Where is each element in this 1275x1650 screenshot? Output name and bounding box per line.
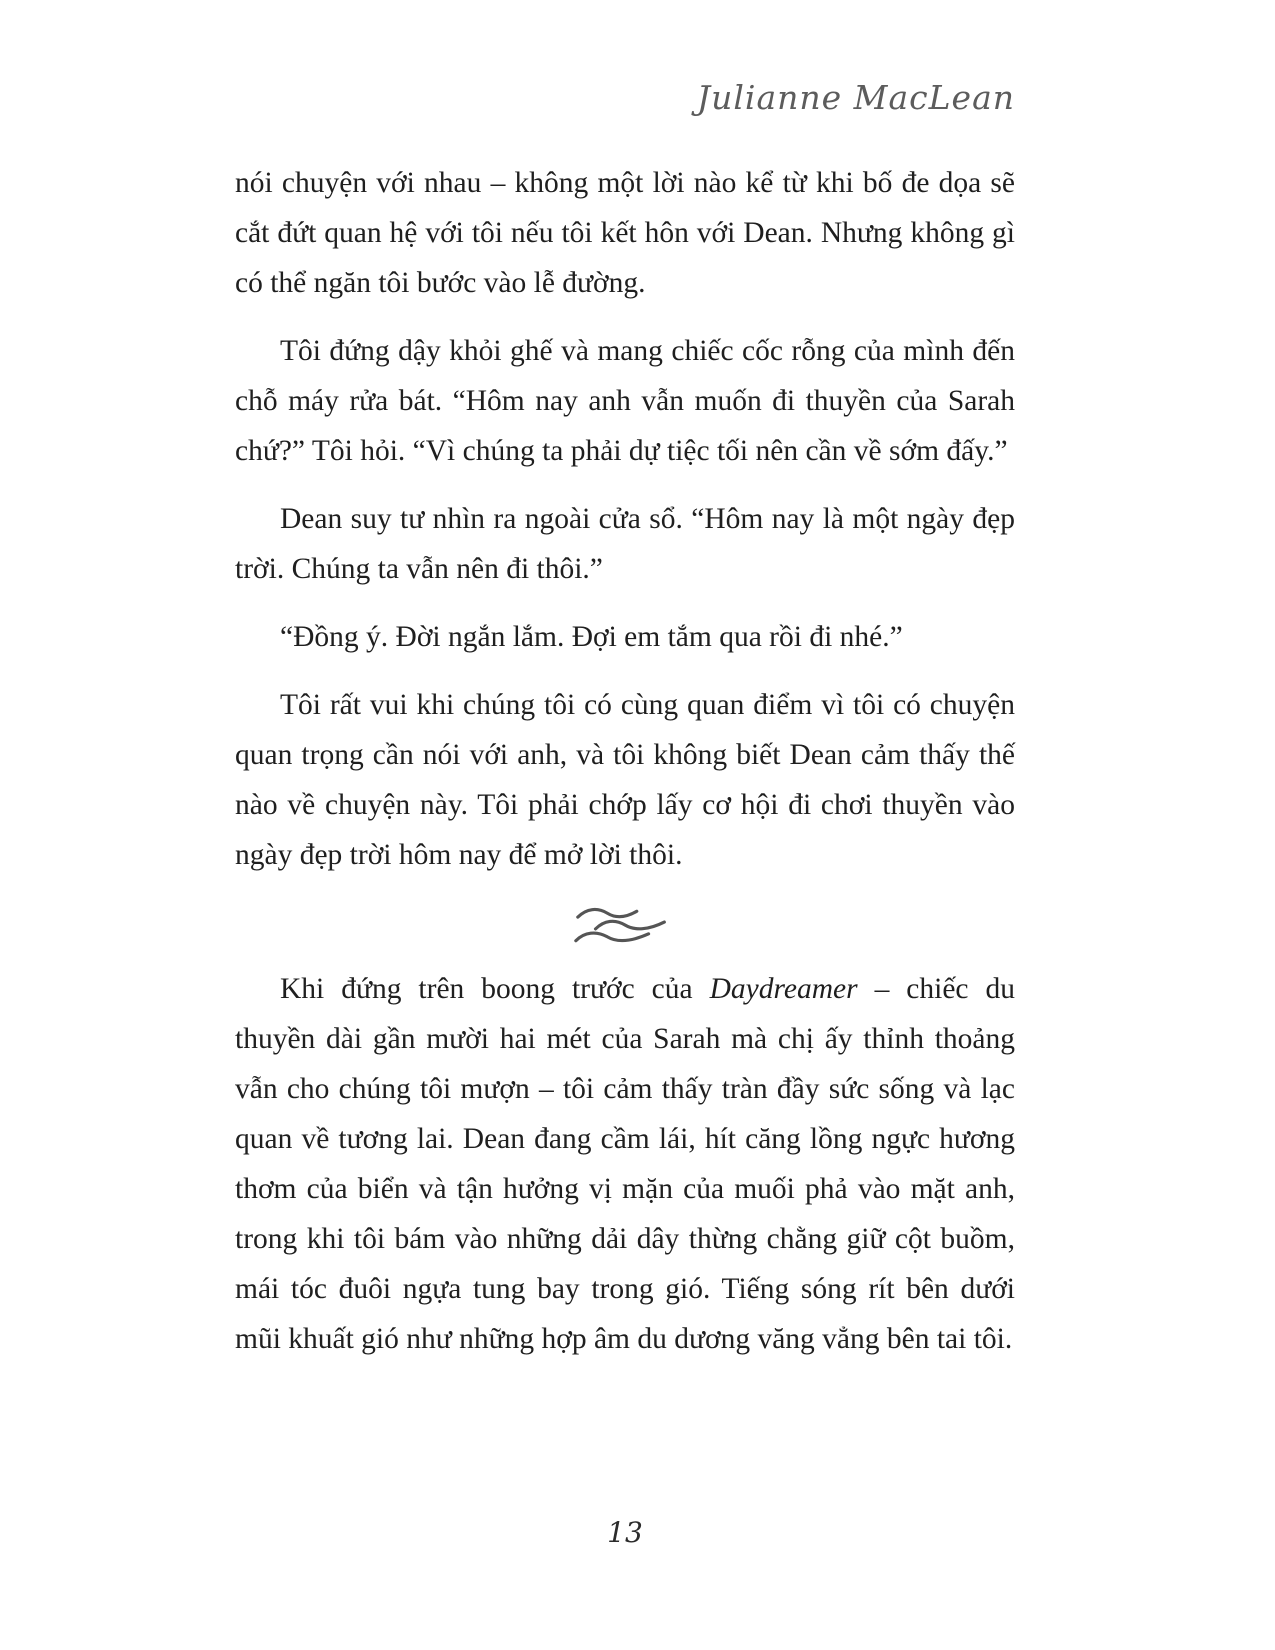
boat-name-italic: Daydreamer (709, 973, 858, 1005)
paragraph: Tôi đứng dậy khỏi ghế và mang chiếc cốc rỗng của mình đến chỗ máy rửa bát. “Hôm nay anh vẫn muốn đi thuyền của Sarah chứ?” Tôi hỏi. “Vì chúng ta phải dự tiệc tối nên cần về sớm đấy.” (235, 335, 1015, 467)
paragraph (235, 964, 1015, 1364)
running-header-author: Julianne MacLean (696, 78, 1015, 117)
page-body (235, 158, 1015, 1382)
paragraph: Tôi rất vui khi chúng tôi có cùng quan điểm vì tôi có chuyện quan trọng cần nói với anh, và tôi không biết Dean cảm thấy thế nào về chuyện này. Tôi phải chớp lấy cơ hội đi chơi thuyền vào ngày đẹp trời hôm nay để mở lời thôi. (235, 689, 1015, 871)
scene-paragraph-start: Khi đứng trên boong trước của (280, 973, 710, 1005)
paragraph: nói chuyện với nhau – không một lời nào kể từ khi bố đe dọa sẽ cắt đứt quan hệ với tôi nếu tôi kết hôn với Dean. Nhưng không gì có thể ngăn tôi bước vào lễ đường. (235, 167, 1015, 299)
scene-break-divider (235, 898, 1015, 948)
scene-paragraph-rest: – chiếc du thuyền dài gần mười hai mét của Sarah mà chị ấy thỉnh thoảng vẫn cho chúng tôi mượn – tôi cảm thấy tràn đầy sức sống và lạc quan về tương lai. Dean đang cầm lái, hít căng lồng ngực hương thơm của biển và tận hưởng vị mặn của muối phả vào mặt anh, trong khi tôi bám vào những dải dây thừng chằng giữ cột buồm, mái tóc đuôi ngựa tung bay trong gió. Tiếng sóng rít bên dưới mũi khuất gió như những hợp âm du dương văng vẳng bên tai tôi. (235, 973, 1015, 1355)
page-number: 13 (607, 1516, 643, 1549)
paragraph: Dean suy tư nhìn ra ngoài cửa sổ. “Hôm nay là một ngày đẹp trời. Chúng ta vẫn nên đi thôi.” (235, 503, 1015, 585)
waves-icon (566, 907, 684, 939)
paragraph: “Đồng ý. Đời ngắn lắm. Đợi em tắm qua rồi đi nhé.” (280, 621, 903, 653)
